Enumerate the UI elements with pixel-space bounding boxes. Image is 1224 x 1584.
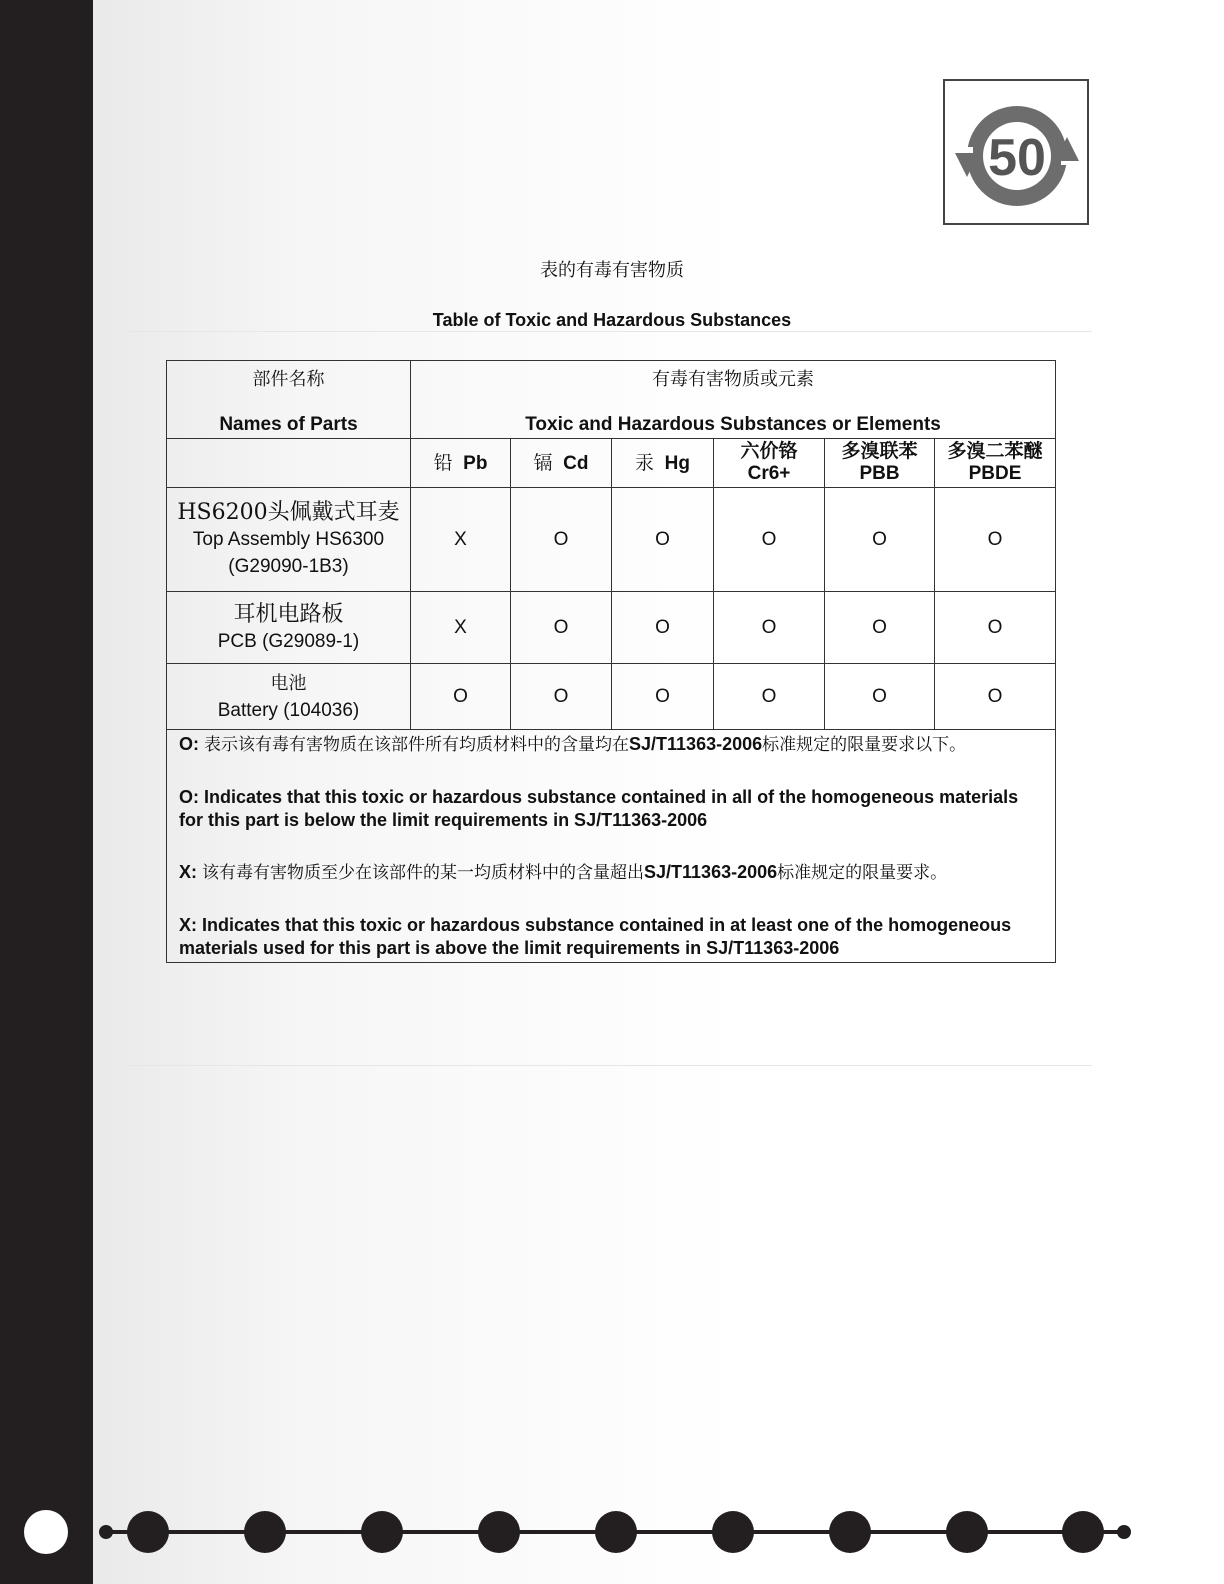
part-name-cell: 电池 Battery (104036) [167,664,411,730]
mark-cell: O [825,488,935,592]
mark-cell: O [714,664,825,730]
substance-hg: 汞 Hg [612,439,714,488]
table-header-row [167,361,1056,439]
mark-cell: O [825,664,935,730]
parts-header-en: Names of Parts [219,414,358,435]
notes-cell [167,730,1056,963]
left-margin-bar [0,0,93,1584]
substances-header-cell [411,361,1056,439]
mark-cell: O [511,592,612,664]
substances-header-en: Toxic and Hazardous Substances or Elements [525,414,941,435]
note-x-chinese: X: 该有毒有害物质至少在该部件的某一均质材料中的含量超出SJ/T11363-2006标准规定的限量要求。 [179,862,948,883]
substance-pbb: 多溴联苯 PBB [825,439,935,488]
note-o-chinese: O: 表示该有毒有害物质在该部件所有均质材料中的含量均在SJ/T11363-2006标准规定的限量要求以下。 [179,734,967,755]
efup-recycle-icon [945,81,1087,223]
divider-top [130,331,1092,332]
table-row [167,664,1056,730]
note-x-english: X: Indicates that this toxic or hazardous substance contained in at least one of the homogeneous materials used for this part is above the limit requirements in SJ/T11363-2006 [179,915,1012,958]
substances-table [166,360,1056,963]
mark-cell: O [612,488,714,592]
part-name-cell: HS6200头佩戴式耳麦 Top Assembly HS6300 (G29090-1B3) [167,488,411,592]
empty-header-cell [167,439,411,488]
divider-bottom [130,1065,1092,1066]
mark-cell: O [825,592,935,664]
mark-cell: O [411,664,511,730]
substance-names-row [167,439,1056,488]
mark-cell: O [612,592,714,664]
mark-cell: X [411,488,511,592]
mark-cell: O [714,592,825,664]
mark-cell: O [935,488,1056,592]
decorative-dot-chain [0,1500,1224,1584]
parts-header-zh: 部件名称 [252,369,325,390]
title-english: Table of Toxic and Hazardous Substances [432,310,792,330]
mark-cell: O [935,592,1056,664]
logo-number: 50 [988,129,1046,187]
note-o-english: O: Indicates that this toxic or hazardous substance contained in all of the homogeneous materials for this part is below the limit requirements in SJ/T11363-2006 [179,787,1019,830]
part-name-cell: 耳机电路板 PCB (G29089-1) [167,592,411,664]
mark-cell: X [411,592,511,664]
mark-cell: O [714,488,825,592]
substance-pb: 铅 Pb [411,439,511,488]
table-row [167,488,1056,592]
substance-pbde: 多溴二苯醚 PBDE [935,439,1056,488]
mark-cell: O [612,664,714,730]
notes-row [167,730,1056,963]
substance-cr6: 六价铬 Cr6+ [714,439,825,488]
mark-cell: O [511,488,612,592]
substance-cd: 镉 Cd [511,439,612,488]
parts-header-cell [167,361,411,439]
table-row [167,592,1056,664]
mark-cell: O [511,664,612,730]
efup-50-logo [943,79,1089,225]
substances-header-zh: 有毒有害物质或元素 [652,369,815,390]
title-chinese: 表的有毒有害物质 [540,260,684,281]
mark-cell: O [935,664,1056,730]
page-marker-circle [24,1510,68,1554]
